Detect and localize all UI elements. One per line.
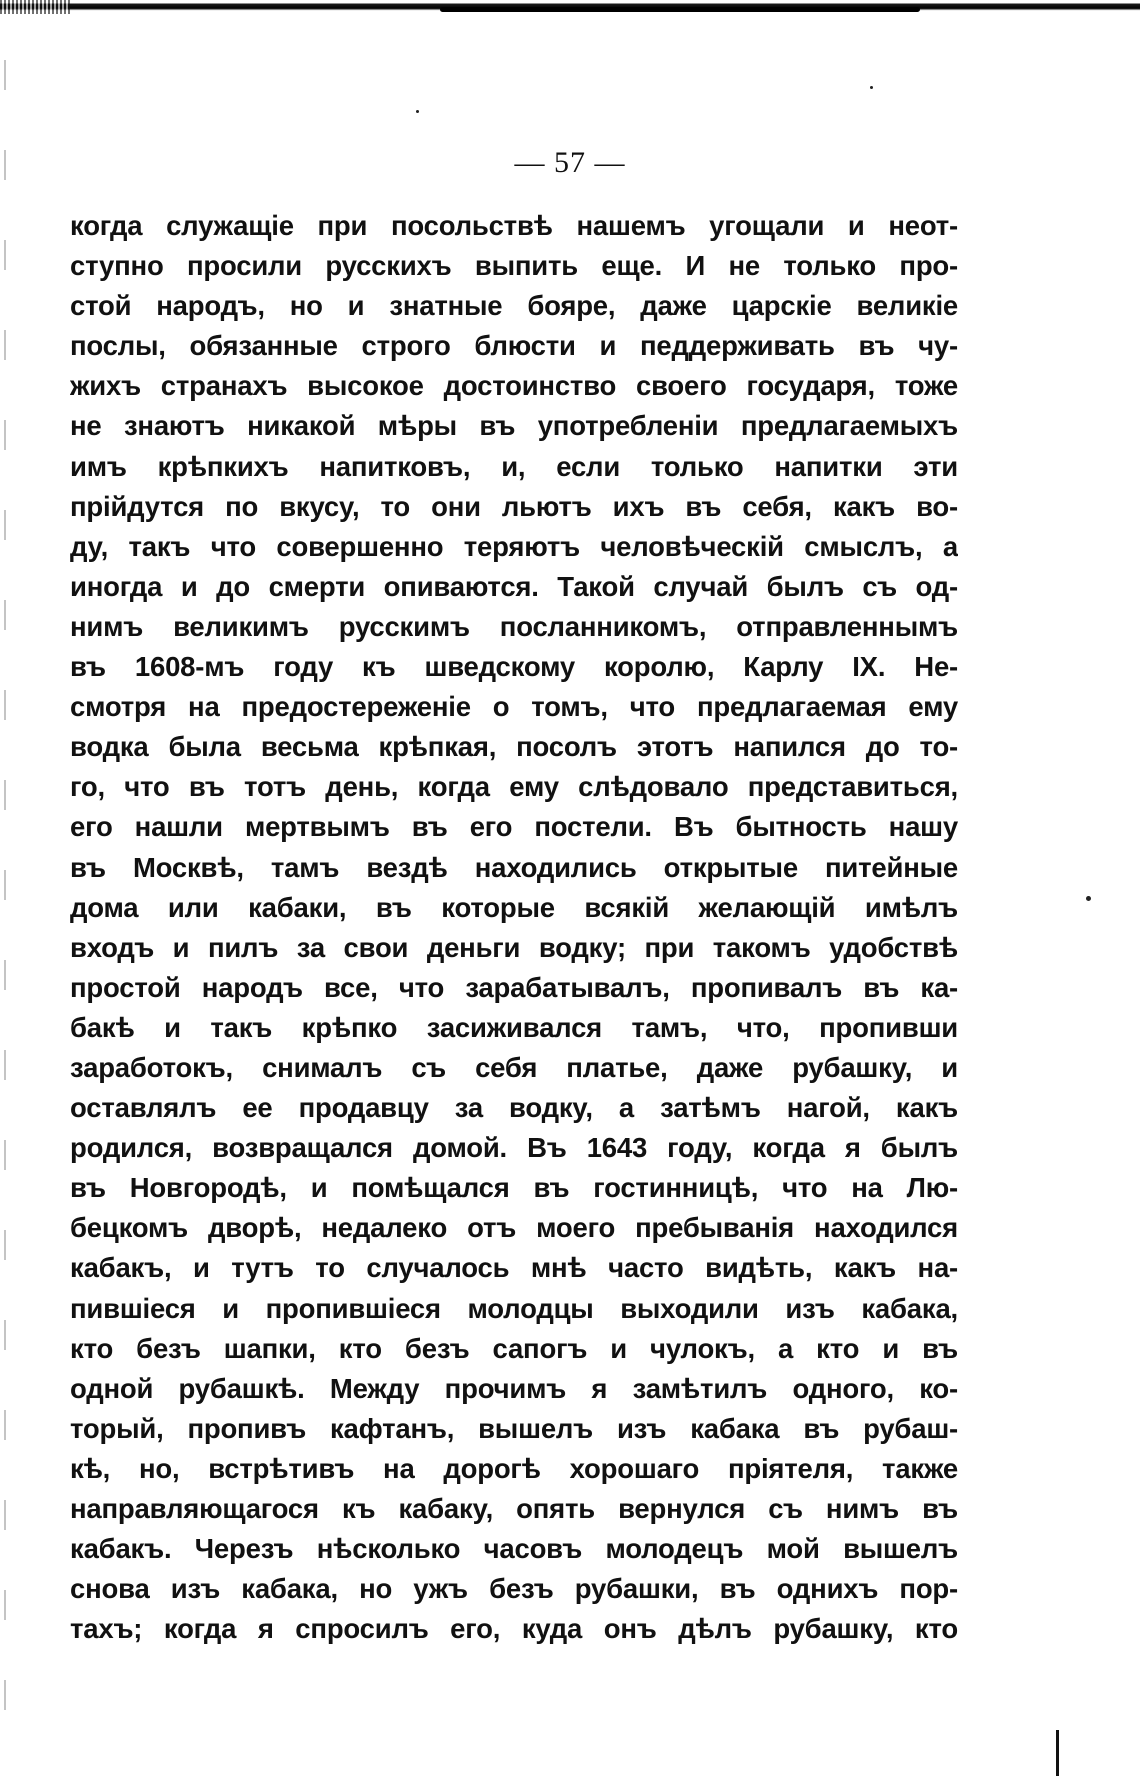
text-line [70, 607, 958, 647]
text-line [70, 1329, 958, 1369]
text-line-content: одной рубашкѣ. Между прочимъ я замѣтилъ одного, ко- [70, 1372, 958, 1404]
scan-right-mark [1056, 1730, 1059, 1776]
text-line [70, 727, 958, 767]
text-line [70, 447, 958, 487]
text-line [70, 968, 958, 1008]
scan-speck [1086, 896, 1091, 901]
text-line-content: водка была весьма крѣпкая, посолъ этотъ напился до то- [70, 731, 958, 763]
text-line-content: снова изъ кабака, но ужъ безъ рубашки, въ однихъ пор- [70, 1573, 958, 1605]
text-line [70, 1208, 958, 1248]
text-line [70, 1289, 958, 1329]
text-line [70, 928, 958, 968]
text-line-content: пившіеся и пропившіеся молодцы выходили изъ кабака, [70, 1292, 958, 1324]
text-line-content: заработокъ, снималъ съ себя платье, даже рубашку, и [70, 1051, 958, 1083]
text-line-content: кабакъ. Черезъ нѣсколько часовъ молодецъ мой вышелъ [70, 1533, 958, 1565]
text-line-content: нимъ великимъ русскимъ посланникомъ, отправленнымъ [70, 610, 958, 642]
text-line-content: го, что въ тотъ день, когда ему слѣдовало представиться, [70, 771, 958, 803]
text-line [70, 1409, 958, 1449]
scan-streak [440, 7, 920, 12]
text-line [70, 1529, 958, 1569]
text-line-content: входъ и пилъ за свои деньги водку; при такомъ удобствѣ [70, 931, 958, 963]
text-line [70, 246, 958, 286]
text-line-content: въ Москвѣ, тамъ вездѣ находились открытые питейные [70, 851, 958, 883]
text-line [70, 527, 958, 567]
text-line-content: послы, обязанные строго блюсти и педдерживать въ чу- [70, 330, 958, 362]
text-line [70, 1168, 958, 1208]
text-line [70, 1449, 958, 1489]
text-line [70, 406, 958, 446]
text-line-content: въ 1608-мъ году къ шведскому королю, Карлу IX. Не- [70, 651, 958, 683]
scan-top-edge [0, 0, 1140, 14]
text-line-content: бакѣ и такъ крѣпко засиживался тамъ, что, пропивши [70, 1011, 958, 1043]
text-line [70, 1248, 958, 1288]
text-line [70, 1088, 958, 1128]
scan-noise [0, 0, 70, 14]
scan-left-edge [4, 60, 6, 1720]
text-line [70, 1369, 958, 1409]
text-line [70, 286, 958, 326]
text-line-content: бецкомъ дворѣ, недалеко отъ моего пребыванія находился [70, 1212, 958, 1244]
text-line-content: родился, возвращался домой. Въ 1643 году, когда я былъ [70, 1132, 958, 1164]
text-line [70, 1569, 958, 1609]
text-line-content: кто безъ шапки, кто безъ сапогъ и чулокъ, а кто и въ [70, 1332, 958, 1364]
text-line [70, 687, 958, 727]
text-line [70, 1489, 958, 1529]
text-line-content: имъ крѣпкихъ напитковъ, и, если только напитки эти [70, 450, 958, 482]
text-line [70, 888, 958, 928]
text-line-content: оставлялъ ее продавцу за водку, а затѣмъ нагой, какъ [70, 1092, 958, 1124]
text-line-content: ступно просили русскихъ выпить еще. И не только про- [70, 250, 958, 282]
text-line-content: кабакъ, и тутъ то случалось мнѣ часто видѣть, какъ на- [70, 1252, 958, 1284]
text-line [70, 1008, 958, 1048]
text-line-content: не знаютъ никакой мѣры въ употребленіи предлагаемыхъ [70, 410, 958, 442]
text-line-content: кѣ, но, встрѣтивъ на дорогѣ хорошаго прiятеля, также [70, 1452, 958, 1484]
text-line [70, 1128, 958, 1168]
text-line-content: торый, пропивъ кафтанъ, вышелъ изъ кабака въ рубаш- [70, 1412, 958, 1444]
text-line-content: жихъ странахъ высокое достоинство своего государя, тоже [70, 370, 958, 402]
text-line [70, 1048, 958, 1088]
text-line [70, 206, 958, 246]
text-line-content: въ Новгородѣ, и помѣщался въ гостинницѣ, что на Лю- [70, 1172, 958, 1204]
text-line [70, 848, 958, 888]
body-text [70, 206, 958, 1649]
text-line [70, 647, 958, 687]
text-line [70, 487, 958, 527]
text-line-content: дома или кабаки, въ которые всякій желающій имѣлъ [70, 891, 958, 923]
scan-speck [416, 110, 419, 113]
text-line-content: прійдутся по вкусу, то они льютъ ихъ въ себя, какъ во- [70, 490, 958, 522]
text-line-content: стой народъ, но и знатные бояре, даже царскіе великіе [70, 290, 958, 322]
text-line-content: простой народъ все, что зарабатывалъ, пропивалъ въ ка- [70, 971, 958, 1003]
text-line-content: иногда и до смерти опиваются. Такой случай былъ съ од- [70, 570, 958, 602]
text-line-content: тахъ; когда я спросилъ его, куда онъ дѣлъ рубашку, кто [70, 1613, 958, 1645]
scan-speck [870, 86, 873, 89]
page-number: — 57 — [514, 146, 626, 179]
text-line-content: его нашли мертвымъ въ его постели. Въ бытность нашу [70, 811, 958, 843]
text-line-content: смотря на предостереженіе о томъ, что предлагаемая ему [70, 691, 958, 723]
text-line-content: ду, такъ что совершенно теряютъ человѣческій смыслъ, а [70, 530, 958, 562]
text-line-content: когда служащіе при посольствѣ нашемъ угощали и неот- [70, 210, 958, 241]
text-line [70, 366, 958, 406]
text-line [70, 1609, 958, 1649]
text-line [70, 807, 958, 847]
text-line [70, 567, 958, 607]
text-line [70, 326, 958, 366]
text-line [70, 767, 958, 807]
text-line-content: направляющагося къ кабаку, опять вернулся съ нимъ въ [70, 1493, 958, 1524]
